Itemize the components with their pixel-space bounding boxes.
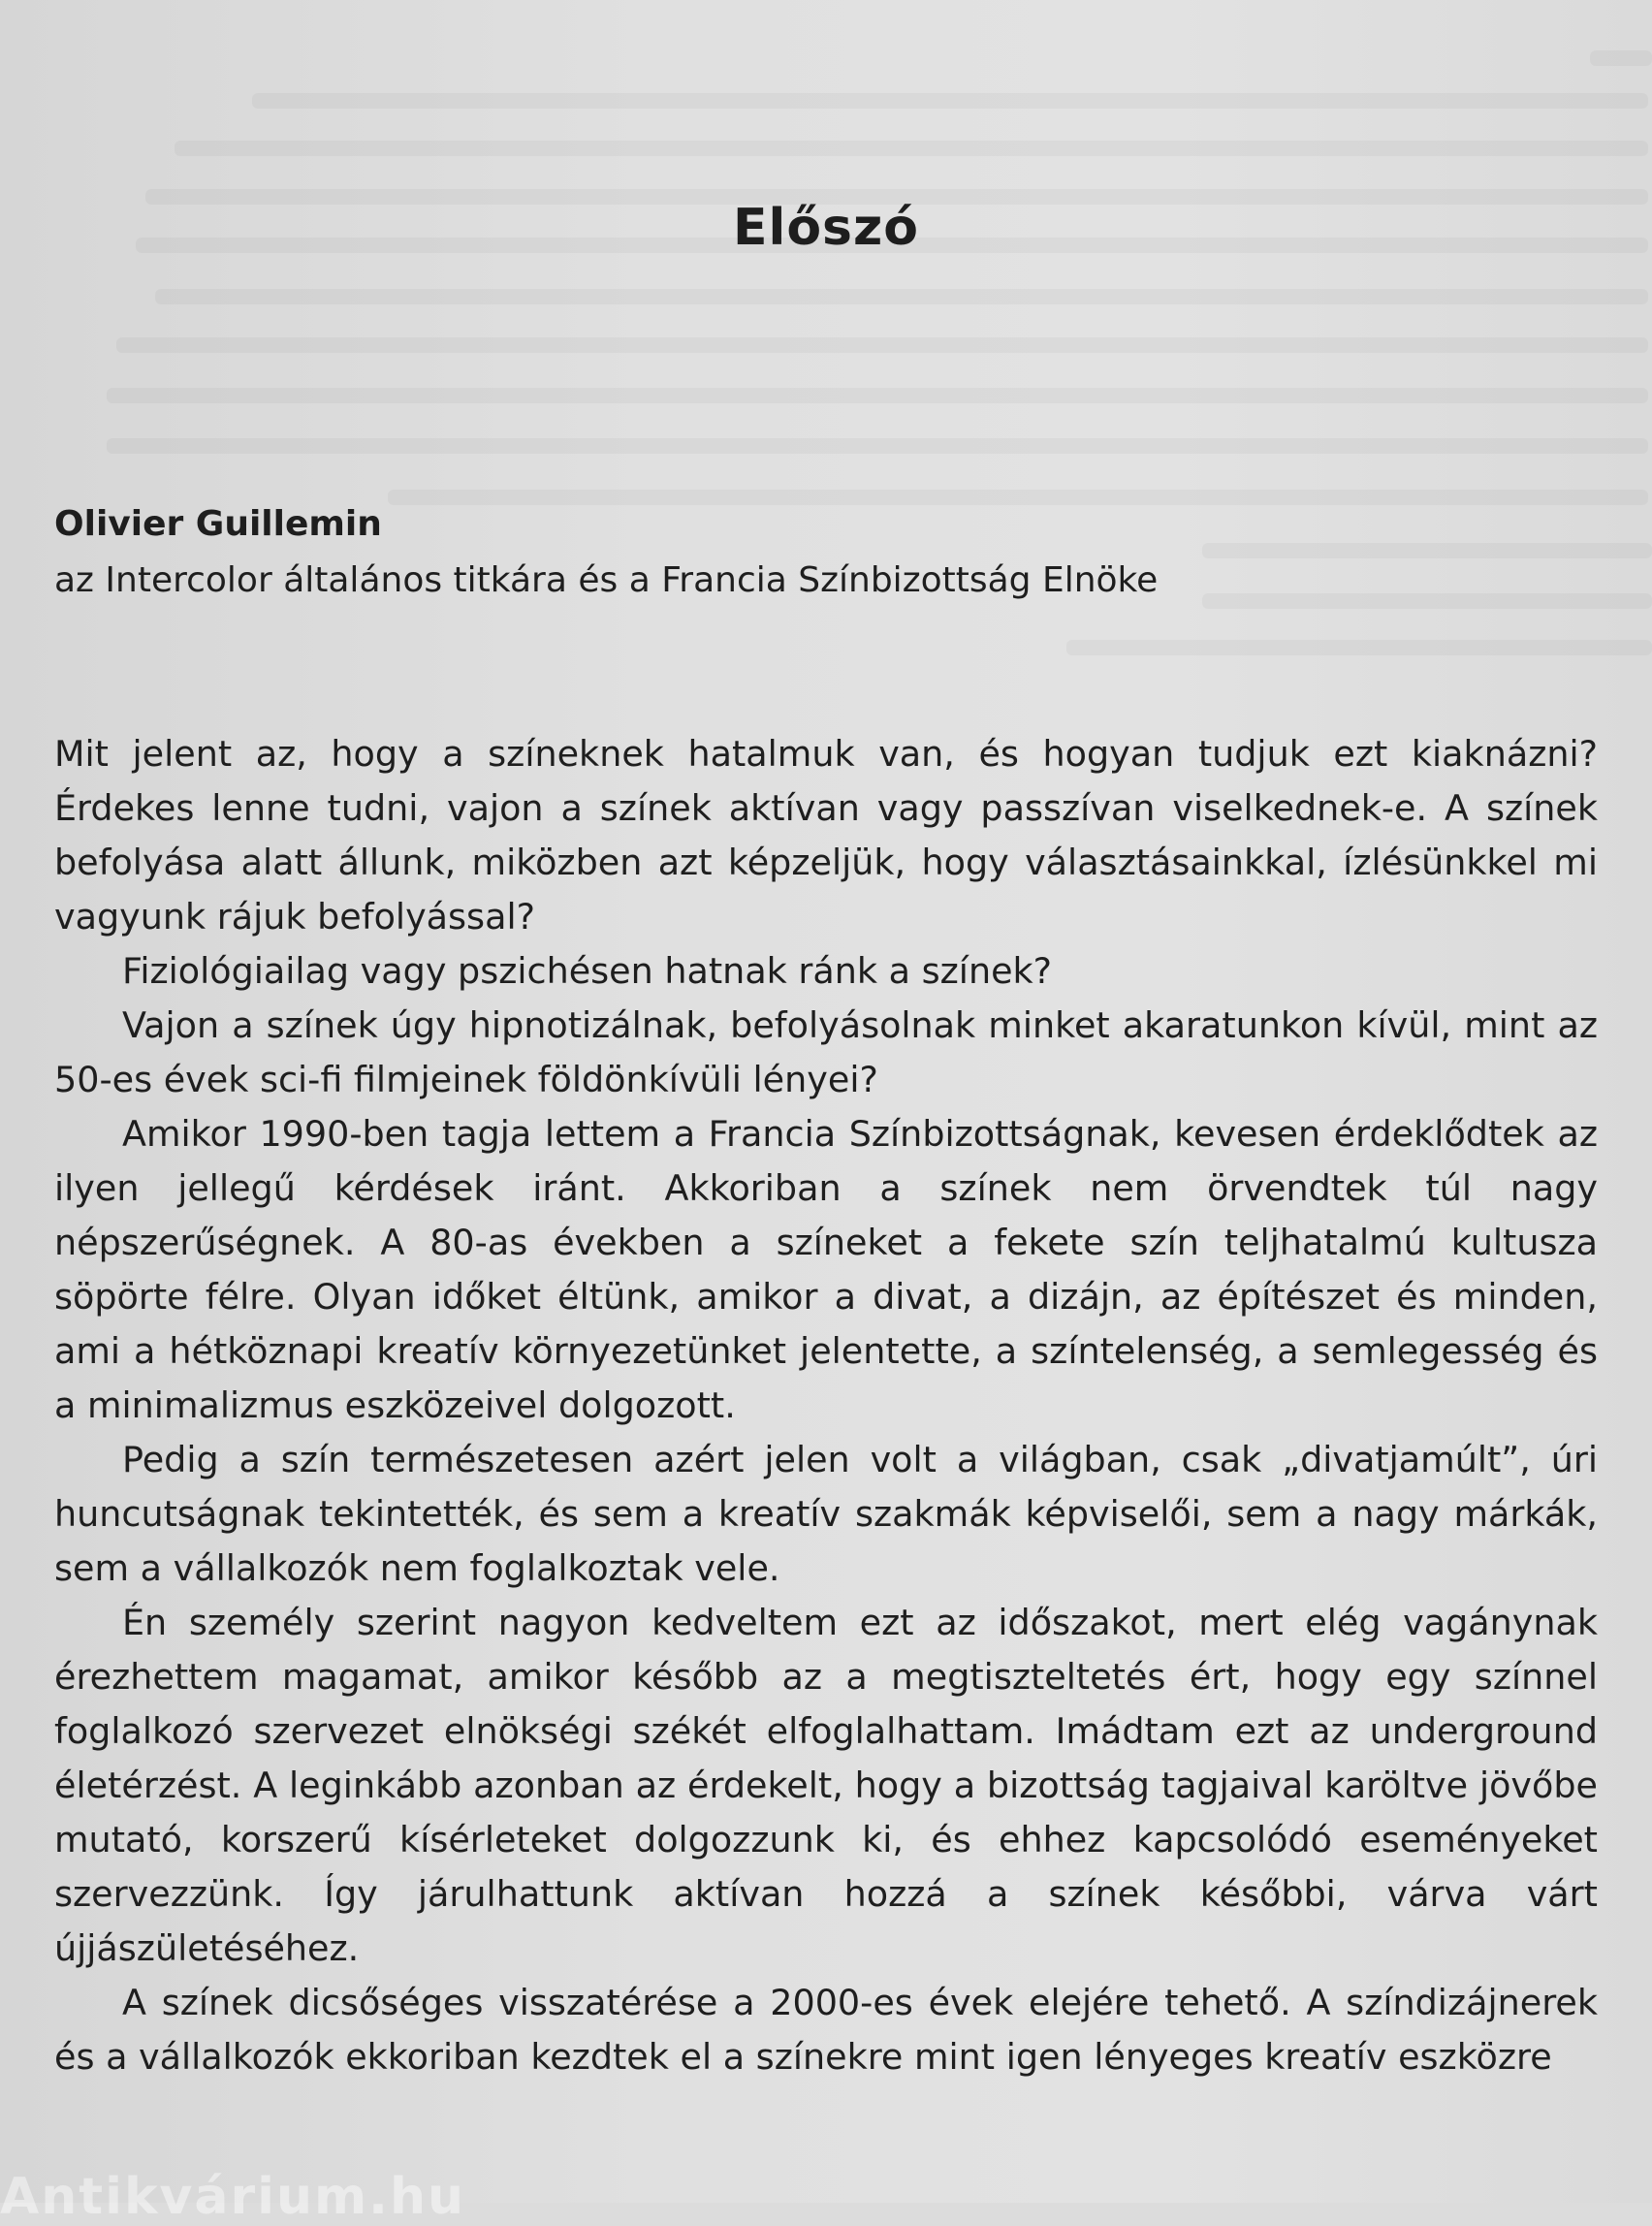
paragraph: A színek dicsőséges visszatérése a 2000-es évek elejére tehető. A színdizájnerek és a vállalkozók ekkoriban kezdtek el a színekre mint igen lényeges kreatív eszközre [54, 1982, 1598, 2078]
page-title: Előszó [732, 199, 919, 257]
author-name: Olivier Guillemin [54, 504, 382, 544]
body-text [54, 727, 1598, 2084]
paragraph: Vajon a színek úgy hipnotizálnak, befolyásolnak minket akaratunkon kívül, mint az 50-es évek sci-fi filmjeinek földönkívüli lényei? [54, 1004, 1598, 1100]
watermark: Antikvárium.hu [0, 2168, 465, 2226]
paragraph: Amikor 1990-ben tagja lettem a Francia Színbizottságnak, kevesen érdeklődtek az ilyen jellegű kérdések iránt. Akkoriban a színek nem örvendtek túl nagy népszerűségnek. A 80-as években a színeket a fekete szín teljhatalmú kultusza söpörte félre. Olyan időket éltünk, amikor a divat, a dizájn, az építészet és minden, ami a hétköznapi kreatív környezetünket jelentette, a színtelenség, a semlegesség és a minimalizmus eszközeivel dolgozott. [54, 1113, 1598, 1426]
paragraph: Mit jelent az, hogy a színeknek hatalmuk van, és hogyan tudjuk ezt kiaknázni? Érdekes lenne tudni, vajon a színek aktívan vagy passzívan viselkednek-e. A színek befolyása alatt állunk, miközben azt képzeljük, hogy választásainkkal, ízlésünkkel mi vagyunk rájuk befolyással? [54, 733, 1598, 938]
paragraph: Pedig a szín természetesen azért jelen volt a világban, csak „divatjamúlt”, úri huncutságnak tekintették, és sem a kreatív szakmák képviselői, sem a nagy márkák, sem a vállalkozók nem foglalkoztak vele. [54, 1439, 1598, 1589]
paragraph: Én személy szerint nagyon kedveltem ezt az időszakot, mert elég vagánynak érezhettem magamat, amikor később az a megtiszteltetés ért, hogy egy színnel foglalkozó szervezet elnökségi székét elfoglalhattam. Imádtam ezt az underground életérzést. A leginkább azonban az érdekelt, hogy a bizottság tagjaival karöltve jövőbe mutató, korszerű kísérleteket dolgozzunk ki, és ehhez kapcsolódó eseményeket szervezzünk. Így járulhattunk aktívan hozzá a színek későbbi, várva várt újjászületéséhez. [54, 1602, 1598, 1969]
paragraph: Fiziológiailag vagy pszichésen hatnak ránk a színek? [122, 950, 1053, 992]
author-role: az Intercolor általános titkára és a Francia Színbizottság Elnöke [54, 560, 1159, 600]
show-through-text [0, 0, 1652, 737]
